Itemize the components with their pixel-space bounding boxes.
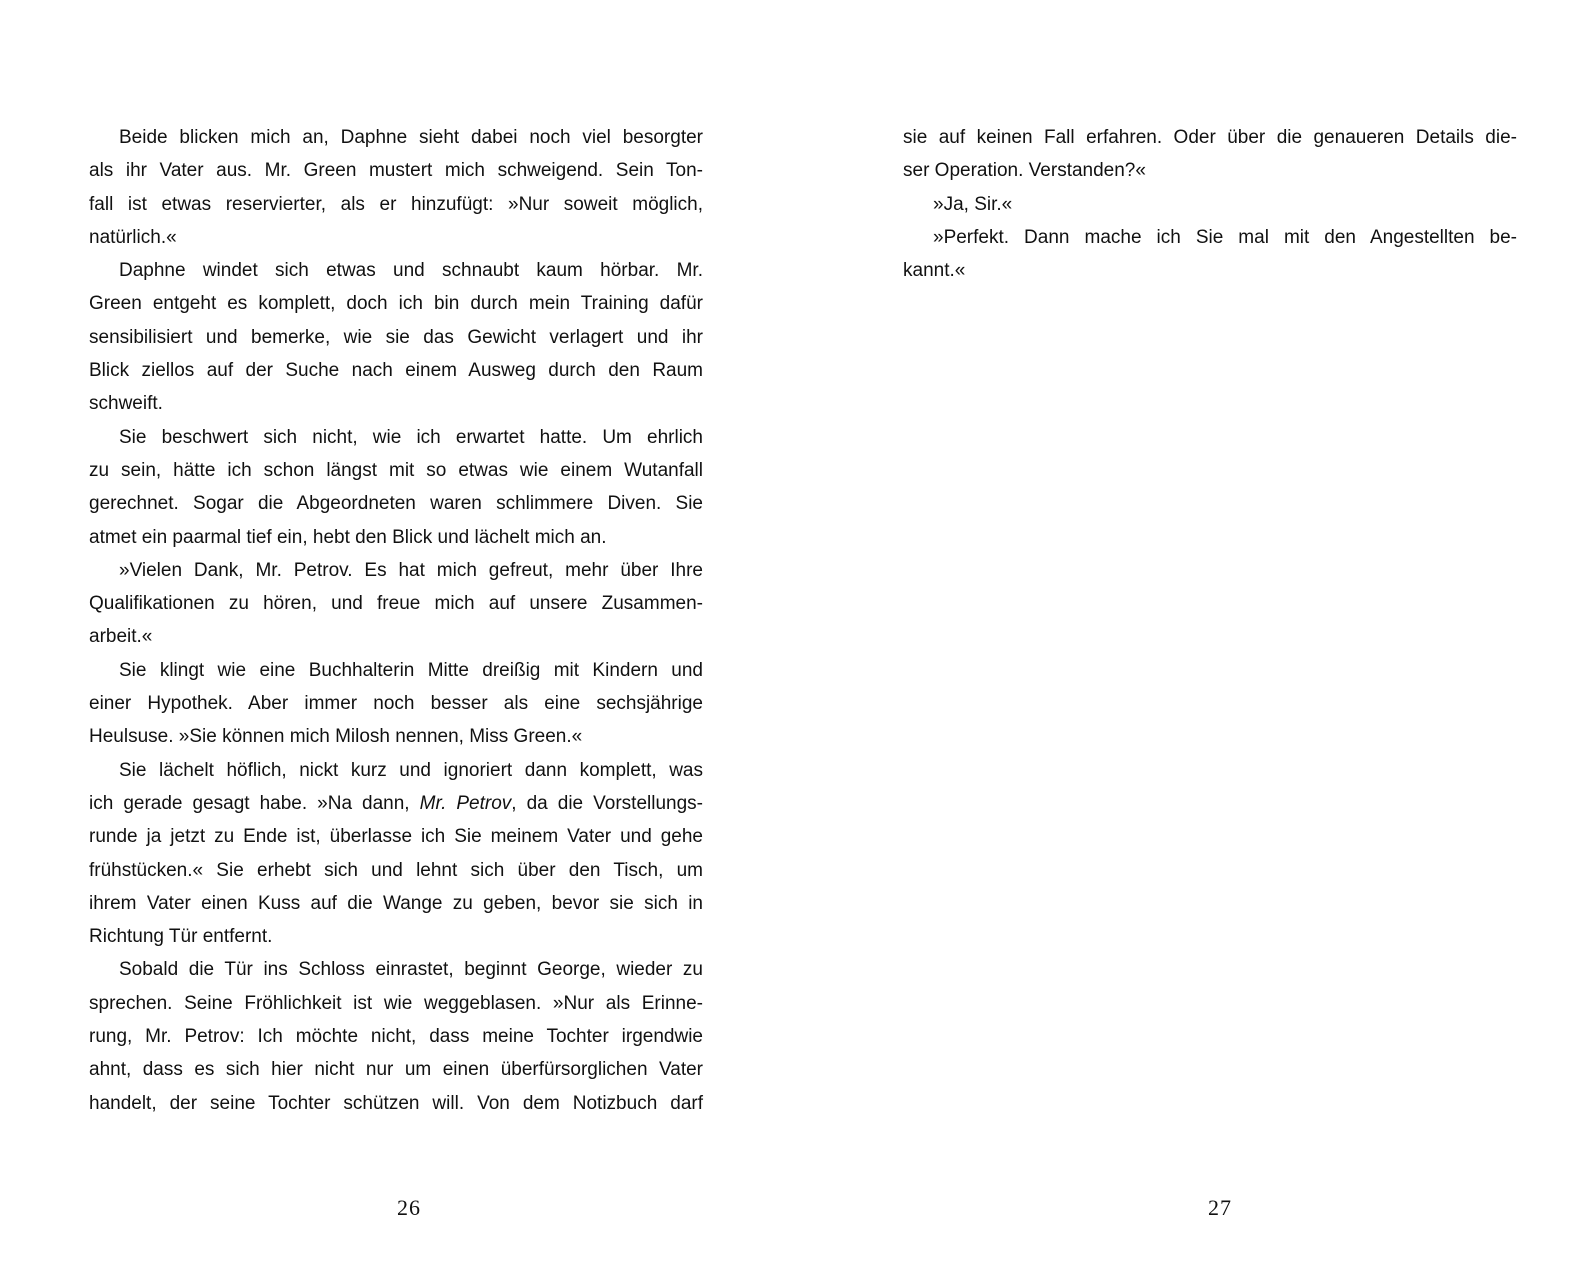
text-line: atmet ein paarmal tief ein, hebt den Blick und lächelt mich an. — [89, 526, 607, 548]
text-line: sie auf keinen Fall erfahren. Oder über die genaueren Details die- — [903, 127, 1517, 148]
text-line: runde ja jetzt zu Ende ist, überlasse ich Sie meinem Vater und gehe — [89, 826, 703, 848]
text-line: handelt, der seine Tochter schützen will. Von dem Notizbuch darf — [89, 1092, 703, 1114]
text-line: arbeit.« — [89, 626, 153, 648]
text-line: Daphne windet sich etwas und schnaubt kaum hörbar. Mr. — [119, 260, 703, 282]
text-line: gerechnet. Sogar die Abgeordneten waren schlimmere Diven. Sie — [89, 493, 703, 515]
text-line: »Ja, Sir.« — [933, 193, 1013, 215]
text-line: Green entgeht es komplett, doch ich bin durch mein Training dafür — [89, 293, 703, 315]
text-line: schweift. — [89, 393, 163, 415]
text-line: sensibilisiert und bemerke, wie sie das Gewicht verlagert und ihr — [89, 326, 703, 348]
text-line: ihrem Vater einen Kuss auf die Wange zu geben, bevor sie sich in — [89, 892, 703, 914]
text-line: frühstücken.« Sie erhebt sich und lehnt sich über den Tisch, um — [89, 859, 703, 881]
text-line: ich gerade gesagt habe. »Na dann, Mr. Petrov, da die Vorstellungs- — [89, 792, 703, 814]
text-line: ahnt, dass es sich hier nicht nur um einen überfürsorglichen Vater — [89, 1059, 703, 1081]
left-page-text — [89, 121, 703, 1120]
text-line: »Vielen Dank, Mr. Petrov. Es hat mich gefreut, mehr über Ihre — [119, 559, 703, 581]
text-line: sprechen. Seine Fröhlichkeit ist wie weggeblasen. »Nur als Erinne- — [89, 992, 703, 1014]
text-line: kannt.« — [903, 260, 966, 282]
text-line: Blick ziellos auf der Suche nach einem Ausweg durch den Raum — [89, 360, 703, 382]
text-line: Heulsuse. »Sie können mich Milosh nennen, Miss Green.« — [89, 726, 583, 748]
text-line: ser Operation. Verstanden?« — [903, 160, 1146, 182]
right-page-text — [903, 121, 1517, 287]
text-line: zu sein, hätte ich schon längst mit so etwas wie einem Wutanfall — [89, 459, 703, 481]
text-line: natürlich.« — [89, 226, 177, 248]
page-number-left: 26 — [397, 1195, 421, 1220]
right-page — [797, 0, 1594, 1270]
text-line: Qualifikationen zu hören, und freue mich auf unsere Zusammen- — [89, 593, 703, 615]
page-number-right: 27 — [1208, 1195, 1232, 1220]
text-line: einer Hypothek. Aber immer noch besser als eine sechsjährige — [89, 693, 703, 715]
text-line: fall ist etwas reservierter, als er hinzufügt: »Nur soweit möglich, — [89, 193, 703, 215]
text-line: Sie lächelt höflich, nickt kurz und ignoriert dann komplett, was — [119, 759, 703, 781]
text-line: Sie klingt wie eine Buchhalterin Mitte dreißig mit Kindern und — [119, 659, 703, 681]
text-line: Sie beschwert sich nicht, wie ich erwartet hatte. Um ehrlich — [119, 426, 703, 448]
text-line: Sobald die Tür ins Schloss einrastet, beginnt George, wieder zu — [119, 959, 703, 981]
text-line: »Perfekt. Dann mache ich Sie mal mit den Angestellten be- — [933, 226, 1517, 248]
text-line: als ihr Vater aus. Mr. Green mustert mich schweigend. Sein Ton- — [89, 160, 703, 182]
text-line: rung, Mr. Petrov: Ich möchte nicht, dass meine Tochter irgendwie — [89, 1026, 703, 1048]
text-line: Richtung Tür entfernt. — [89, 926, 273, 948]
text-line: Beide blicken mich an, Daphne sieht dabei noch viel besorgter — [119, 127, 703, 148]
